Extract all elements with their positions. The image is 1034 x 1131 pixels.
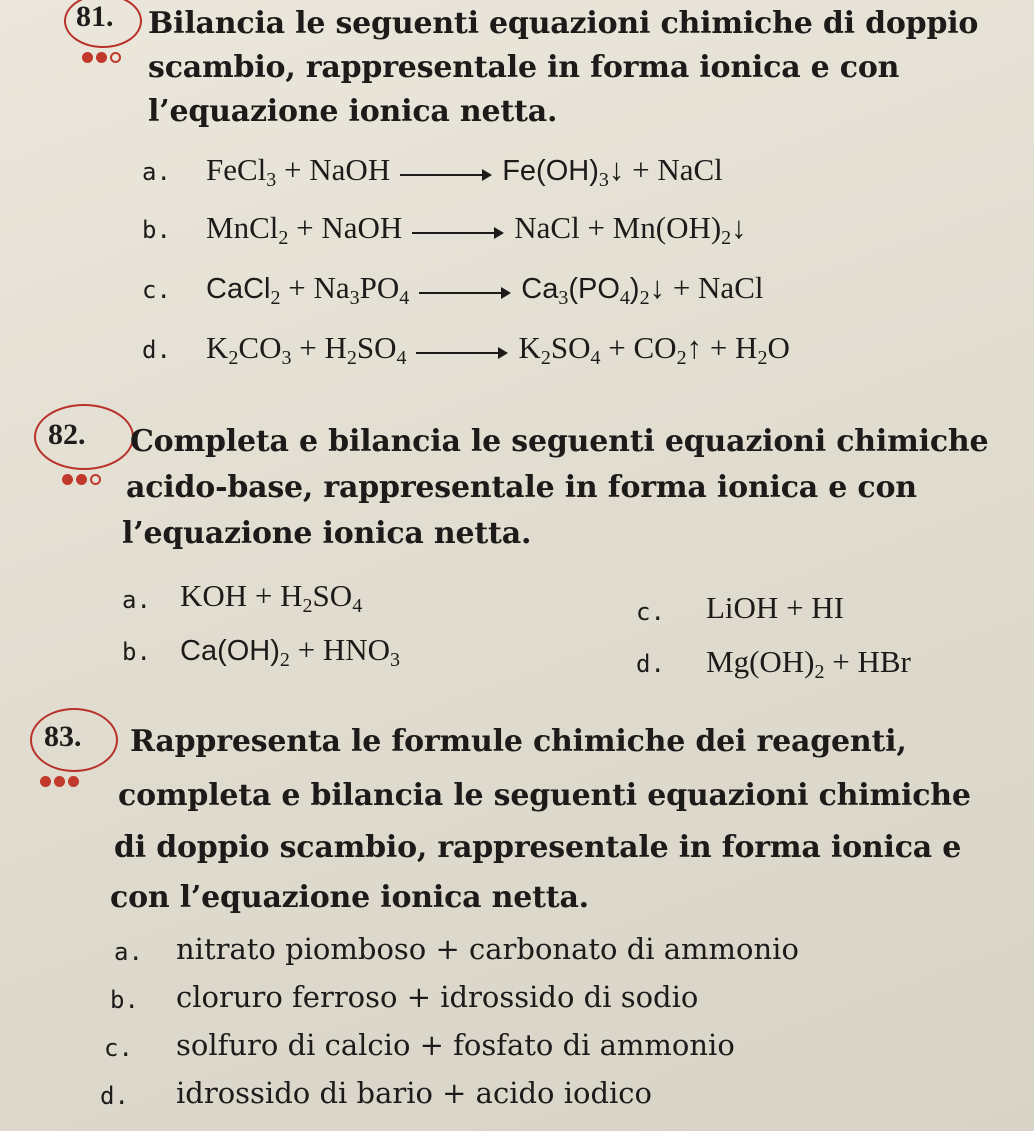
difficulty-dot [40, 776, 51, 787]
item-letter: a. [114, 938, 143, 966]
item-letter: c. [104, 1034, 133, 1062]
difficulty-dots [82, 52, 121, 63]
item-letter: b. [110, 986, 139, 1014]
reaction-description: idrossido di bario + acido iodico [176, 1076, 653, 1110]
equation-81a: FeCl$_3$ + NaOH $Fe(OH)_3↓$ + NaCl [206, 152, 723, 191]
exercise-text-line: acido-base, rappresentale in forma ionica e con [126, 470, 917, 505]
difficulty-dot [68, 776, 79, 787]
equation-81b: MnCl$_2$ + NaOH NaCl + $Mn(OH)_2↓$ [206, 210, 747, 249]
item-letter: c. [142, 276, 171, 304]
reaction-description: cloruro ferroso + idrossido di sodio [176, 980, 699, 1014]
exercise-text-line: completa e bilancia le seguenti equazioni chimiche [118, 778, 971, 813]
item-letter: c. [636, 598, 665, 626]
difficulty-dot [96, 52, 107, 63]
equation-82c: LiOH + HI [706, 590, 845, 625]
difficulty-dots [40, 776, 79, 787]
exercise-text-line: scambio, rappresentale in forma ionica e con [148, 50, 900, 85]
equation-82a: KOH + $H_2SO_4$ [180, 578, 363, 617]
item-letter: a. [122, 586, 151, 614]
exercise-number: 83. [44, 720, 82, 753]
reaction-description: nitrato piomboso + carbonato di ammonio [176, 932, 799, 966]
difficulty-dots [62, 474, 101, 485]
item-letter: d. [142, 336, 171, 364]
difficulty-dot-empty [90, 474, 101, 485]
equation-82d: $Mg(OH)_2$ + HBr [706, 644, 911, 683]
exercise-text-line: di doppio scambio, rappresentale in forma ionica e [114, 830, 962, 865]
exercise-text-line: Bilancia le seguenti equazioni chimiche di doppio [148, 6, 979, 41]
equation-82b: $Ca(OH)_2 + HNO_3$ [180, 632, 401, 671]
reaction-arrow-icon [400, 170, 492, 180]
exercise-text-line: con l’equazione ionica netta. [110, 880, 589, 915]
exercise-number: 81. [76, 0, 114, 33]
exercise-text-line: Completa e bilancia le seguenti equazioni chimiche [130, 424, 989, 459]
equation-81c: CaCl$_2$ + $Na_3PO_4$ $Ca_3(PO_4)_2↓$ + NaCl [206, 270, 764, 309]
reaction-arrow-icon [412, 228, 504, 238]
difficulty-dot [62, 474, 73, 485]
difficulty-dot [76, 474, 87, 485]
item-letter: d. [636, 650, 665, 678]
exercise-text-line: l’equazione ionica netta. [122, 516, 532, 551]
reaction-arrow-icon [419, 288, 511, 298]
equation-81d: $K_2CO_3 + H_2SO_4$ $K_2SO_4$ + $CO_2↑ + H_2O$ [206, 330, 790, 369]
item-letter: d. [100, 1082, 129, 1110]
exercise-number: 82. [48, 418, 86, 451]
item-letter: b. [142, 216, 171, 244]
difficulty-dot [82, 52, 93, 63]
item-letter: b. [122, 638, 151, 666]
exercise-text-line: Rappresenta le formule chimiche dei reagenti, [130, 724, 907, 759]
difficulty-dot-empty [110, 52, 121, 63]
item-letter: a. [142, 158, 171, 186]
reaction-arrow-icon [416, 348, 508, 358]
difficulty-dot [54, 776, 65, 787]
reaction-description: solfuro di calcio + fosfato di ammonio [176, 1028, 735, 1062]
exercise-text-line: l’equazione ionica netta. [148, 94, 558, 129]
